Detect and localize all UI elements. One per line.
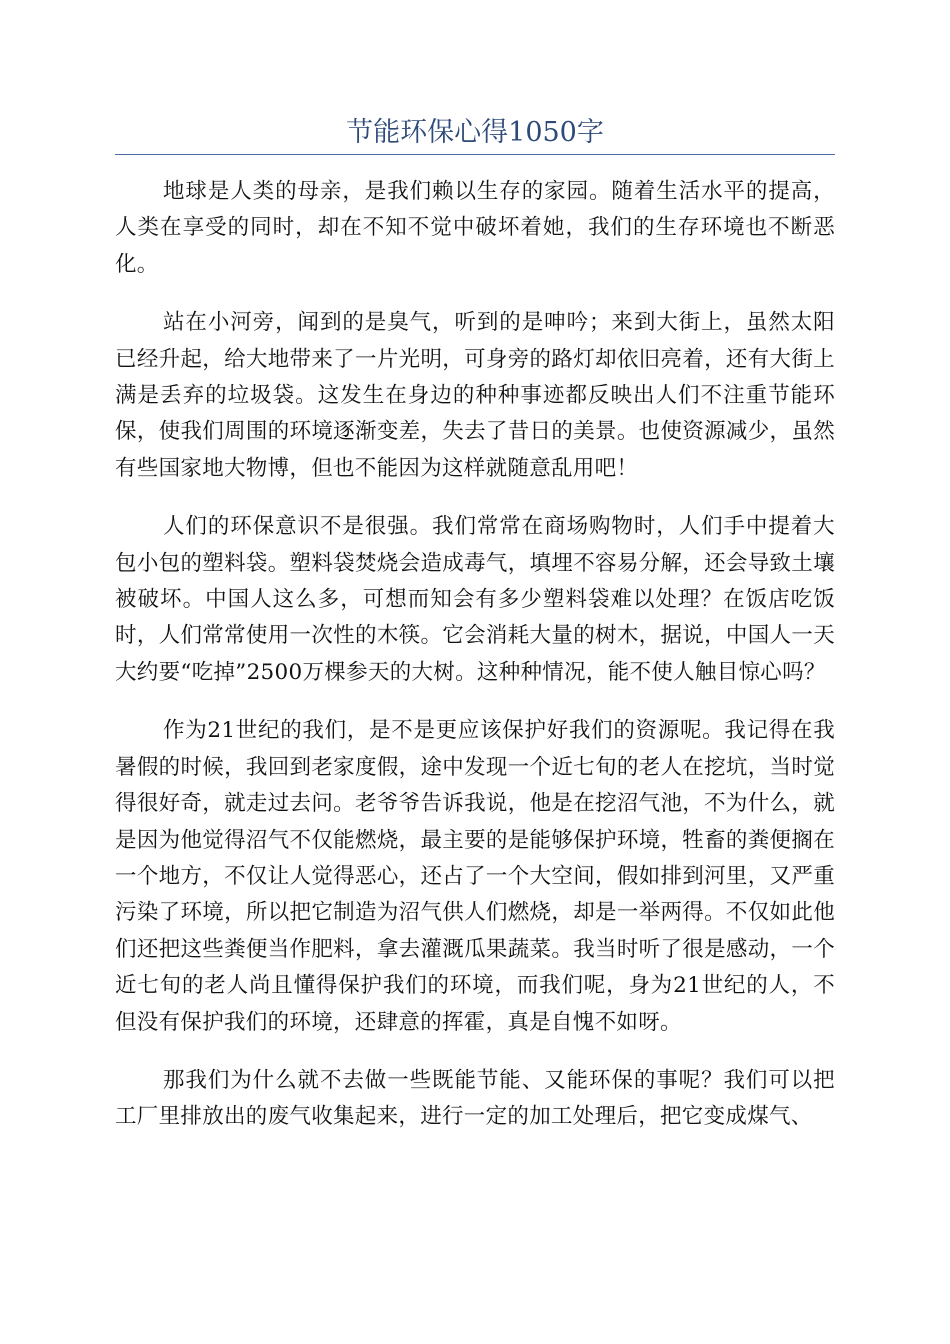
paragraph-3: 人们的环保意识不是很强。我们常常在商场购物时，人们手中提着大包小包的塑料袋。塑料袋焚烧会造成毒气，填埋不容易分解，还会导致土壤被破坏。中国人这么多，可想而知会有多少塑料袋难以处理？在饭店吃饭时，人们常常使用一次性的木筷。它会消耗大量的树木，据说，中国人一天大约要“吃掉”2500万棵参天的大树。这种种情况，能不使人触目惊心吗？ [115,514,835,685]
title-underline [115,154,835,155]
document-body [115,174,835,1158]
document-title: 节能环保心得1050字 [346,117,604,148]
paragraph-1: 地球是人类的母亲，是我们赖以生存的家园。随着生活水平的提高，人类在享受的同时，却在不知不觉中破坏着她，我们的生存环境也不断恶化。 [115,179,835,277]
paragraph-2: 站在小河旁，闻到的是臭气，听到的是呻吟；来到大街上，虽然太阳已经升起，给大地带来了一片光明，可身旁的路灯却依旧亮着，还有大街上满是丢弃的垃圾袋。这发生在身边的种种事迹都反映出人们不注重节能环保，使我们周围的环境逐渐变差，失去了昔日的美景。也使资源减少，虽然有些国家地大物博，但也不能因为这样就随意乱用吧！ [115,310,835,481]
paragraph-4: 作为21世纪的我们，是不是更应该保护好我们的资源呢。我记得在我暑假的时候，我回到老家度假，途中发现一个近七旬的老人在挖坑，当时觉得很好奇，就走过去问。老爷爷告诉我说，他是在挖沼气池，不为什么，就是因为他觉得沼气不仅能燃烧，最主要的是能够保护环境，牲畜的粪便搁在一个地方，不仅让人觉得恶心，还占了一个大空间，假如排到河里，又严重污染了环境，所以把它制造为沼气供人们燃烧，却是一举两得。不仅如此他们还把这些粪便当作肥料，拿去灌溉瓜果蔬菜。我当时听了很是感动，一个近七旬的老人尚且懂得保护我们的环境，而我们呢，身为21世纪的人，不但没有保护我们的环境，还肆意的挥霍，真是自愧不如呀。 [115,718,835,1035]
paragraph-5: 那我们为什么就不去做一些既能节能、又能环保的事呢？我们可以把工厂里排放出的废气收集起来，进行一定的加工处理后，把它变成煤气、 [115,1067,835,1130]
